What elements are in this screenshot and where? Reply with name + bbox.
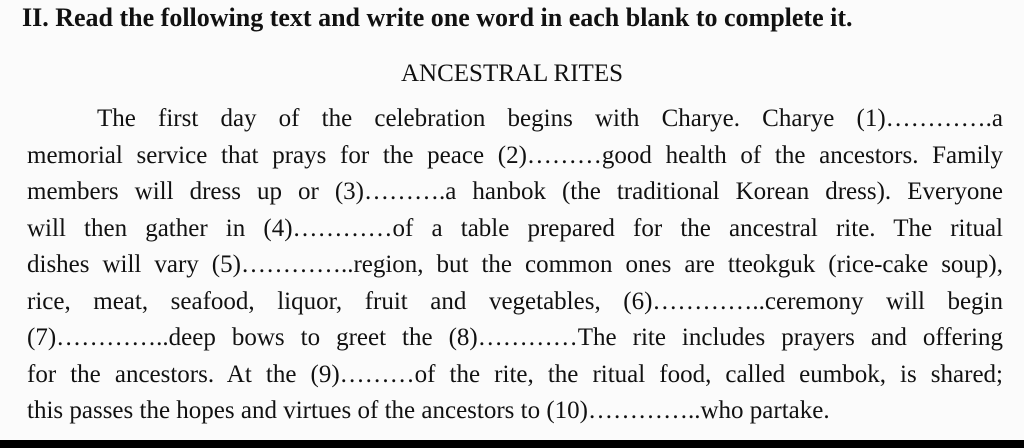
passage-line: dishes will vary (5)…………..region, but the common ones are tteokguk (rice-cake soup), [27, 251, 1003, 278]
passage-line: rice, meat, seafood, liquor, fruit and vegetables, (6)…………..ceremony will begin [27, 287, 1003, 315]
passage-line: this passes the hopes and virtues of the ancestors to (10)…………..who partake. [27, 397, 830, 424]
passage-line: for the ancestors. At the (9)………of the rite, the ritual food, called eumbok, is shared; [27, 360, 1003, 388]
passage-text [27, 101, 1003, 430]
exercise-instruction: II. Read the following text and write one word in each blank to complete it. [22, 3, 853, 32]
passage-title: ANCESTRAL RITES [401, 60, 623, 87]
passage-line: (7)…………..deep bows to greet the (8)…………The rite includes prayers and offering [27, 324, 1003, 351]
passage-line: members will dress up or (3)……….a hanbok (the traditional Korean dress). Everyone [27, 178, 1003, 205]
passage-line: The first day of the celebration begins with Charye. Charye (1)………….a [97, 105, 1003, 132]
passage-line: memorial service that prays for the peace (2)………good health of the ancestors. Family [27, 141, 1003, 169]
bottom-edge-bar [0, 440, 1024, 448]
passage-line: will then gather in (4)…………of a table prepared for the ancestral rite. The ritual [27, 214, 1003, 242]
